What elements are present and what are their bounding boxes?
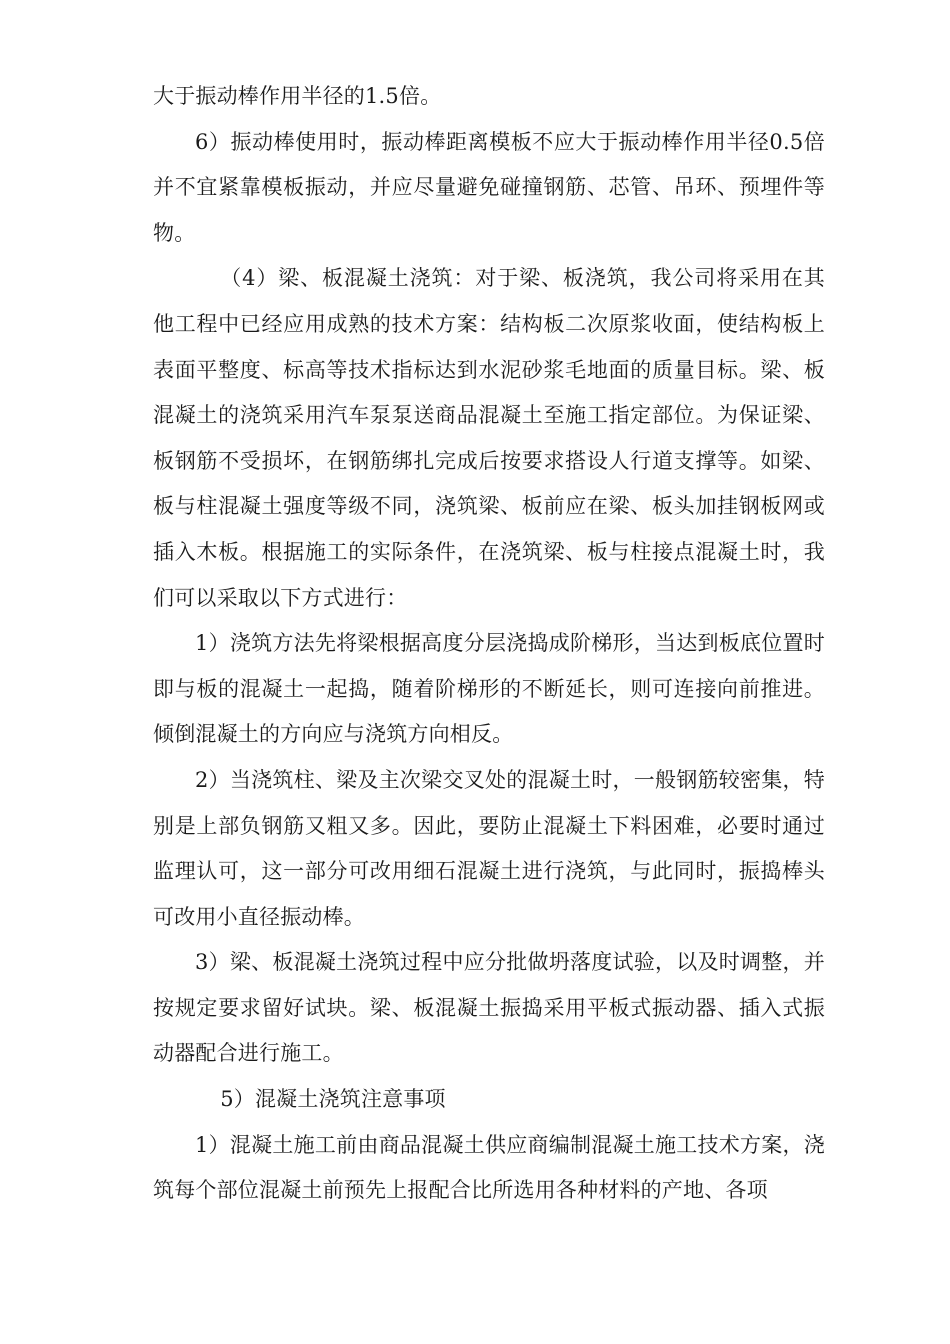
paragraph-beam-slab-pouring: （4）梁、板混凝土浇筑：对于梁、板浇筑，我公司将采用在其他工程中已经应用成熟的技术方案：结构板二次原浆收面，使结构板上表面平整度、标高等技术指标达到水泥砂浆毛地面的质量目标。梁、板混凝土的浇筑采用汽车泵泵送商品混凝土至施工指定部位。为保证梁、板钢筋不受损坏，在钢筋绑扎完成后按要求搭设人行道支撑等。如梁、板与柱混凝土强度等级不同，浇筑梁、板前应在梁、板头加挂钢板网或插入木板。根据施工的实际条件，在浇筑梁、板与柱接点混凝土时，我们可以采取以下方式进行：: [153, 266, 825, 610]
paragraph-pouring-method: 1）浇筑方法先将梁根据高度分层浇捣成阶梯形，当达到板底位置时即与板的混凝土一起捣，随着阶梯形的不断延长，则可连接向前推进。倾倒混凝土的方向应与浇筑方向相反。: [153, 631, 825, 747]
paragraph-vibrator-distance: 6）振动棒使用时，振动棒距离模板不应大于振动棒作用半径0.5倍并不宜紧靠模板振动，并应尽量避免碰撞钢筋、芯管、吊环、预埋件等物。: [153, 129, 825, 245]
section-heading-precautions: 5）混凝土浇筑注意事项: [220, 1087, 446, 1112]
paragraph-slump-test: 3）梁、板混凝土浇筑过程中应分批做坍落度试验，以及时调整，并按规定要求留好试块。梁、板混凝土振捣采用平板式振动器、插入式振动器配合进行施工。: [153, 950, 825, 1066]
document-body: [153, 74, 825, 1214]
paragraph-dense-rebar-zone: 2）当浇筑柱、梁及主次梁交叉处的混凝土时，一般钢筋较密集，特别是上部负钢筋又粗又多。因此，要防止混凝土下料困难，必要时通过监理认可，这一部分可改用细石混凝土进行浇筑，与此同时，振捣棒头可改用小直径振动棒。: [153, 767, 825, 929]
paragraph-continuation: 大于振动棒作用半径的1.5倍。: [153, 84, 442, 108]
paragraph-technical-plan: 1）混凝土施工前由商品混凝土供应商编制混凝土施工技术方案，浇筑每个部位混凝土前预先上报配合比所选用各种材料的产地、各项: [153, 1132, 825, 1203]
